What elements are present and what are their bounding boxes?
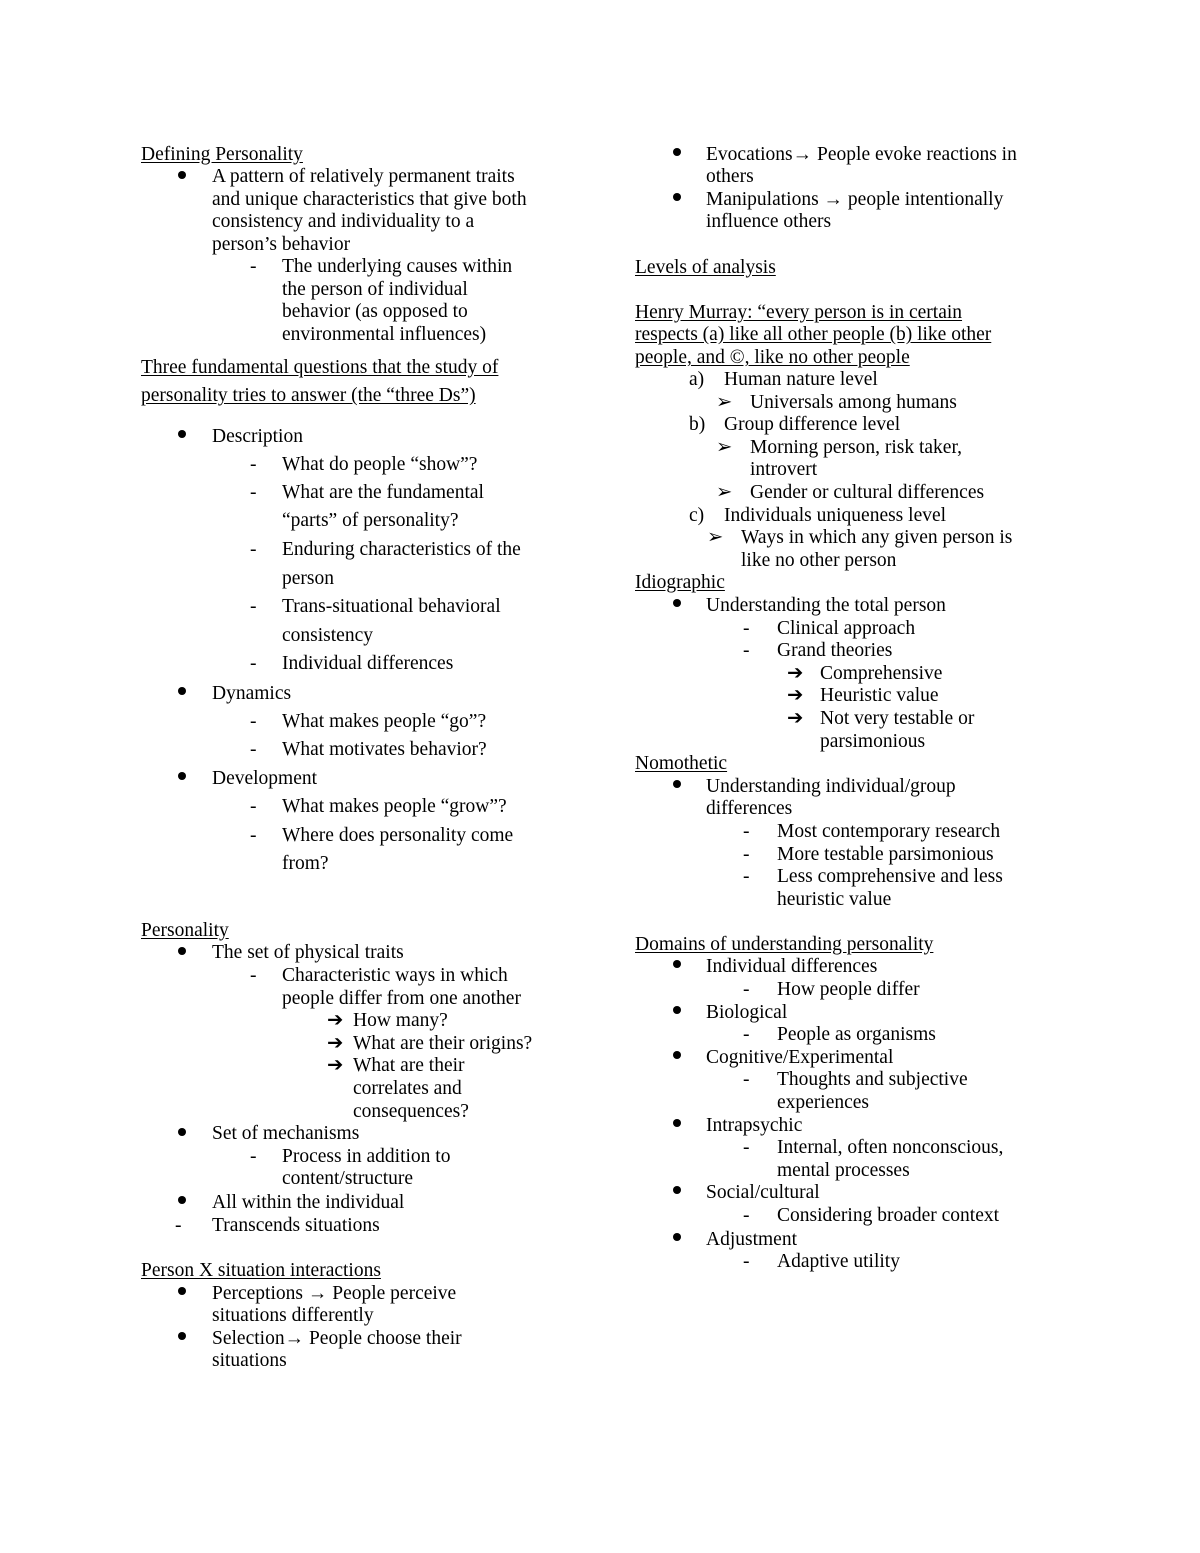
- dash-marker: -: [743, 618, 750, 639]
- chevron-icon: ➢: [716, 437, 733, 458]
- arrow-icon: ➔: [327, 1010, 344, 1031]
- arrow-item: What are their: [353, 1055, 465, 1076]
- bullet-evocations: others: [706, 166, 754, 187]
- bullet-physical-traits: The set of physical traits: [212, 942, 404, 963]
- level-a-item: Universals among humans: [750, 392, 957, 413]
- bullet-perceptions: Perceptions → People perceive: [212, 1283, 457, 1304]
- dash-marker: -: [743, 844, 750, 865]
- bullet-development: Development: [212, 768, 318, 789]
- dash-text-underlying: behavior (as opposed to: [282, 301, 468, 322]
- bullet-dot-icon: [673, 193, 681, 201]
- dynamics-item: What motivates behavior?: [282, 739, 487, 760]
- list-marker-c: c): [689, 505, 705, 526]
- dash-marker: -: [250, 653, 257, 674]
- domain-sub-item: mental processes: [777, 1160, 910, 1181]
- bullet-dot-icon: [673, 1051, 681, 1059]
- arrow-item: correlates and: [353, 1078, 462, 1099]
- nomothetic-item: Less comprehensive and less: [777, 866, 1003, 887]
- arrow-icon: ➔: [787, 685, 804, 706]
- bullet-dot-icon: [673, 148, 681, 156]
- bullet-dot-icon: [178, 430, 186, 438]
- dash-marker: -: [743, 1251, 750, 1272]
- heading-three-questions: personality tries to answer (the “three Ds”): [141, 385, 476, 406]
- description-item: person: [282, 568, 334, 589]
- dash-text-process: content/structure: [282, 1168, 414, 1189]
- description-item: “parts” of personality?: [282, 510, 459, 531]
- description-item: Enduring characteristics of the: [282, 539, 521, 560]
- chevron-icon: ➢: [716, 392, 733, 413]
- list-marker-b: b): [689, 414, 706, 435]
- bullet-dot-icon: [673, 599, 681, 607]
- domain-item: Social/cultural: [706, 1182, 820, 1203]
- bullet-manipulations: Manipulations → people intentionally: [706, 189, 1004, 210]
- level-c-item: like no other person: [741, 550, 897, 571]
- heading-nomothetic: Nomothetic: [635, 753, 728, 774]
- dash-marker: -: [743, 1024, 750, 1045]
- arrow-icon: ➔: [327, 1033, 344, 1054]
- dash-text-underlying: environmental influences): [282, 324, 487, 345]
- description-item: consistency: [282, 625, 373, 646]
- bullet-dot-icon: [178, 772, 186, 780]
- bullet-dot-icon: [178, 1287, 186, 1295]
- dash-text-characteristic: people differ from one another: [282, 988, 521, 1009]
- level-b-item: introvert: [750, 459, 818, 480]
- bullet-within-individual: All within the individual: [212, 1192, 405, 1213]
- bullet-dot-icon: [673, 1233, 681, 1241]
- description-item: What do people “show”?: [282, 454, 478, 475]
- bullet-evocations: Evocations→ People evoke reactions in: [706, 144, 1017, 165]
- description-item: Individual differences: [282, 653, 454, 674]
- bullet-dot-icon: [178, 1332, 186, 1340]
- bullet-dot-icon: [673, 1119, 681, 1127]
- bullet-text-pattern: person’s behavior: [212, 234, 351, 255]
- dash-marker: -: [743, 979, 750, 1000]
- dash-marker: -: [743, 640, 750, 661]
- bullet-dot-icon: [178, 947, 186, 955]
- bullet-manipulations: influence others: [706, 211, 832, 232]
- dash-marker: -: [250, 825, 257, 846]
- bullet-selection: Selection→ People choose their: [212, 1328, 462, 1349]
- arrow-item: What are their origins?: [353, 1033, 533, 1054]
- heading-defining-personality: Defining Personality: [141, 144, 303, 165]
- level-c-item: Ways in which any given person is: [741, 527, 1013, 548]
- bullet-dot-icon: [178, 1128, 186, 1136]
- heading-domains: Domains of understanding personality: [635, 934, 934, 955]
- heading-three-questions: Three fundamental questions that the study of: [141, 357, 499, 378]
- dash-text-process: Process in addition to: [282, 1146, 451, 1167]
- dash-clinical-approach: Clinical approach: [777, 618, 916, 639]
- dash-marker: -: [250, 739, 257, 760]
- heading-idiographic: Idiographic: [635, 572, 725, 593]
- dynamics-item: What makes people “go”?: [282, 711, 487, 732]
- murray-quote: people, and ©, like no other people: [635, 347, 910, 368]
- dash-marker: -: [743, 866, 750, 887]
- bullet-text-pattern: and unique characteristics that give both: [212, 189, 527, 210]
- description-item: What are the fundamental: [282, 482, 484, 503]
- idiographic-arrow-item: Comprehensive: [820, 663, 943, 684]
- dash-text-underlying: The underlying causes within: [282, 256, 513, 277]
- heading-person-situation: Person X situation interactions: [141, 1260, 381, 1281]
- dash-marker: -: [743, 1069, 750, 1090]
- dash-transcends: Transcends situations: [212, 1215, 380, 1236]
- idiographic-arrow-item: parsimonious: [820, 731, 926, 752]
- dash-marker: -: [250, 1146, 257, 1167]
- domain-sub-item: experiences: [777, 1092, 870, 1113]
- arrow-item: How many?: [353, 1010, 448, 1031]
- level-a: Human nature level: [724, 369, 878, 390]
- domain-sub-item: Considering broader context: [777, 1205, 1000, 1226]
- domain-sub-item: Adaptive utility: [777, 1251, 900, 1272]
- dash-text-underlying: the person of individual: [282, 279, 468, 300]
- bullet-dot-icon: [178, 1196, 186, 1204]
- domain-item: Biological: [706, 1002, 788, 1023]
- development-item: What makes people “grow”?: [282, 796, 507, 817]
- bullet-dot-icon: [178, 171, 186, 179]
- level-b-item: Morning person, risk taker,: [750, 437, 963, 458]
- heading-levels-of-analysis: Levels of analysis: [635, 257, 776, 278]
- dash-marker: -: [743, 1205, 750, 1226]
- dash-marker: -: [250, 454, 257, 475]
- bullet-dot-icon: [673, 960, 681, 968]
- bullet-individual-group: differences: [706, 798, 793, 819]
- domain-sub-item: How people differ: [777, 979, 920, 1000]
- domain-sub-item: People as organisms: [777, 1024, 936, 1045]
- chevron-icon: ➢: [716, 482, 733, 503]
- chevron-icon: ➢: [707, 527, 724, 548]
- description-item: Trans-situational behavioral: [282, 596, 501, 617]
- dash-marker: -: [743, 821, 750, 842]
- arrow-icon: ➔: [787, 663, 804, 684]
- domain-item: Cognitive/Experimental: [706, 1047, 894, 1068]
- bullet-description: Description: [212, 426, 303, 447]
- dash-marker: -: [250, 965, 257, 986]
- bullet-text-pattern: A pattern of relatively permanent traits: [212, 166, 515, 187]
- dash-marker: -: [175, 1215, 182, 1236]
- level-b-item: Gender or cultural differences: [750, 482, 985, 503]
- idiographic-arrow-item: Heuristic value: [820, 685, 939, 706]
- bullet-text-pattern: consistency and individuality to a: [212, 211, 475, 232]
- dash-marker: -: [743, 1137, 750, 1158]
- bullet-dot-icon: [178, 687, 186, 695]
- bullet-mechanisms: Set of mechanisms: [212, 1123, 360, 1144]
- dash-marker: -: [250, 539, 257, 560]
- dash-grand-theories: Grand theories: [777, 640, 893, 661]
- arrow-item: consequences?: [353, 1101, 469, 1122]
- development-item: from?: [282, 853, 329, 874]
- nomothetic-item: Most contemporary research: [777, 821, 1001, 842]
- domain-item: Intrapsychic: [706, 1115, 803, 1136]
- domain-item: Individual differences: [706, 956, 878, 977]
- nomothetic-item: More testable parsimonious: [777, 844, 994, 865]
- dash-marker: -: [250, 796, 257, 817]
- domain-item: Adjustment: [706, 1229, 797, 1250]
- domain-sub-item: Thoughts and subjective: [777, 1069, 968, 1090]
- idiographic-arrow-item: Not very testable or: [820, 708, 975, 729]
- list-marker-a: a): [689, 369, 705, 390]
- level-b: Group difference level: [724, 414, 901, 435]
- bullet-individual-group: Understanding individual/group: [706, 776, 956, 797]
- arrow-icon: ➔: [327, 1055, 344, 1076]
- murray-quote: Henry Murray: “every person is in certain: [635, 302, 963, 323]
- dash-marker: -: [250, 256, 257, 277]
- bullet-dot-icon: [673, 780, 681, 788]
- domain-sub-item: Internal, often nonconscious,: [777, 1137, 1004, 1158]
- dash-text-characteristic: Characteristic ways in which: [282, 965, 508, 986]
- murray-quote: respects (a) like all other people (b) like other: [635, 324, 992, 345]
- bullet-dynamics: Dynamics: [212, 683, 292, 704]
- bullet-selection: situations: [212, 1350, 287, 1371]
- dash-marker: -: [250, 482, 257, 503]
- dash-marker: -: [250, 596, 257, 617]
- heading-personality: Personality: [141, 920, 229, 941]
- nomothetic-item: heuristic value: [777, 889, 892, 910]
- arrow-icon: ➔: [787, 708, 804, 729]
- bullet-perceptions: situations differently: [212, 1305, 374, 1326]
- bullet-dot-icon: [673, 1006, 681, 1014]
- level-c: Individuals uniqueness level: [724, 505, 947, 526]
- bullet-dot-icon: [673, 1186, 681, 1194]
- bullet-total-person: Understanding the total person: [706, 595, 946, 616]
- dash-marker: -: [250, 711, 257, 732]
- development-item: Where does personality come: [282, 825, 514, 846]
